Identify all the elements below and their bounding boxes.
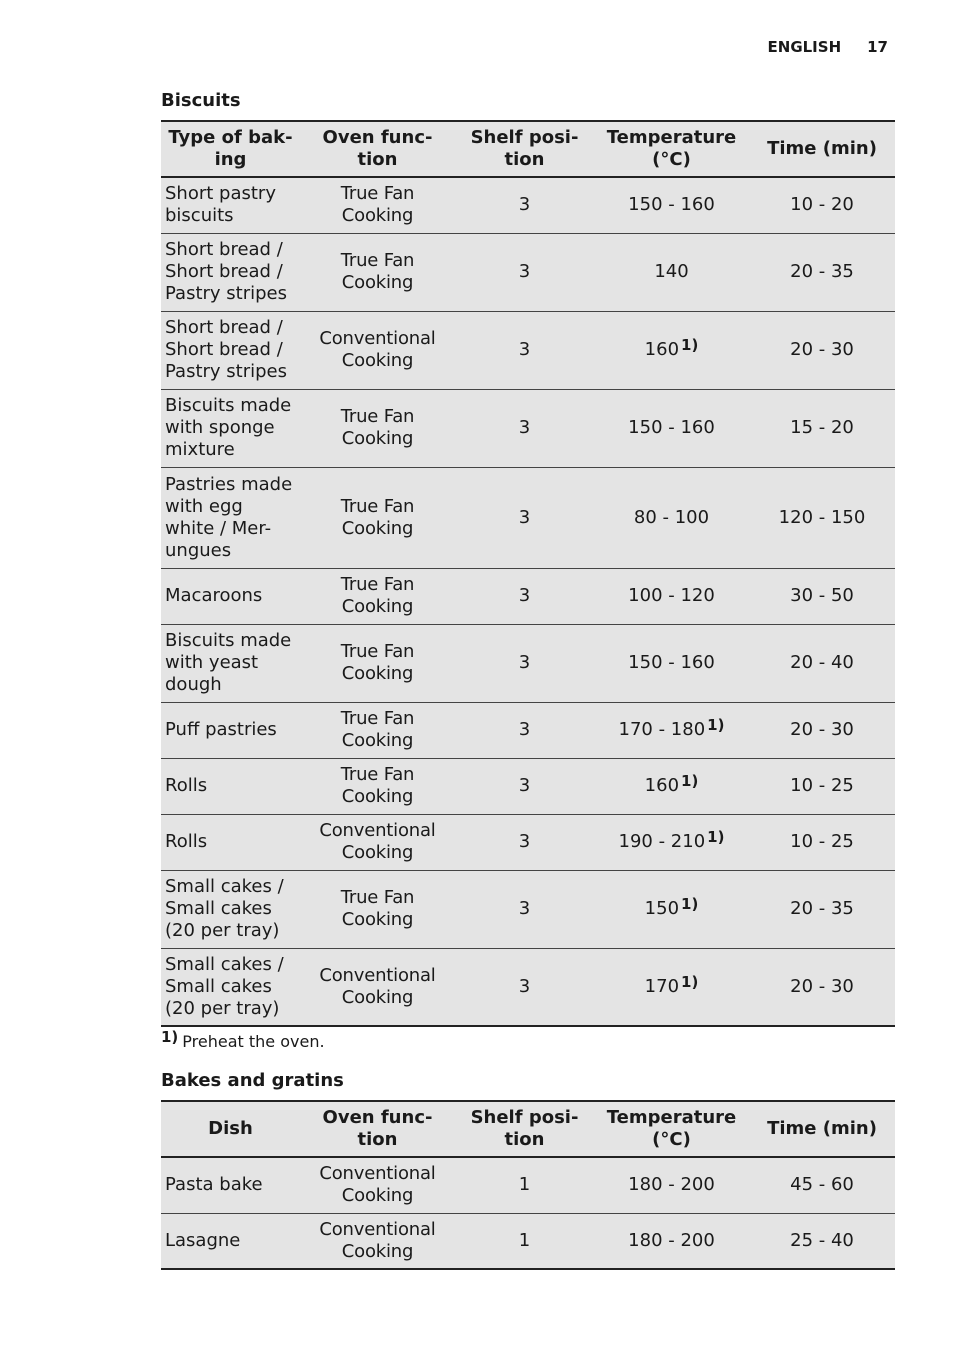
cell-time-text: 30 - 50 [790, 585, 854, 606]
cell-shelf-position [455, 389, 594, 467]
cell-temperature-text: 180 - 200 [628, 1174, 715, 1196]
cell-type-text: Macaroons [165, 585, 263, 606]
cell-shelf-position [455, 870, 594, 948]
cell-oven-function-text: True Fan Cooking [340, 250, 415, 293]
table-row [161, 177, 895, 233]
column-header-function: Oven func- tion [300, 1101, 455, 1157]
biscuits-title: Biscuits [161, 90, 241, 111]
cell-type-text: Biscuits made with sponge mixture [165, 395, 292, 460]
cell-time [749, 233, 895, 311]
cell-time [749, 1157, 895, 1213]
biscuits-table [161, 120, 895, 1027]
cell-time [749, 568, 895, 624]
cell-time-text: 10 - 25 [790, 831, 854, 852]
cell-time-text: 20 - 35 [790, 261, 854, 282]
table-row [161, 814, 895, 870]
cell-temperature [594, 389, 749, 467]
cell-oven-function-text: Conventional Cooking [319, 964, 436, 1008]
cell-type [161, 870, 300, 948]
cell-temperature-text: 160 [644, 339, 680, 360]
page-header [768, 38, 888, 56]
cell-oven-function-text: Conventional Cooking [319, 1218, 436, 1262]
cell-type [161, 389, 300, 467]
cell-temperature [594, 702, 749, 758]
cell-shelf-position [455, 948, 594, 1026]
cell-shelf-position-text: 3 [518, 652, 531, 673]
cell-oven-function [300, 177, 455, 233]
cell-type-text: Lasagne [165, 1229, 241, 1251]
cell-time [749, 467, 895, 568]
cell-time-text: 120 - 150 [778, 506, 866, 528]
footnote-reference: 1) [707, 716, 725, 734]
cell-type [161, 1213, 300, 1269]
cell-temperature-text: 170 - 180 [618, 719, 706, 740]
cell-temperature-text: 140 [654, 261, 689, 282]
cell-shelf-position [455, 814, 594, 870]
cell-type-text: Biscuits made with yeast dough [165, 630, 292, 695]
cell-time-text: 20 - 30 [790, 339, 854, 360]
cell-shelf-position [455, 1157, 594, 1213]
cell-type [161, 702, 300, 758]
cell-shelf-position [455, 624, 594, 702]
cell-time-text: 20 - 35 [790, 898, 854, 919]
cell-temperature-text: 170 [644, 975, 680, 997]
cell-time-text: 20 - 30 [790, 719, 854, 740]
cell-time-text: 20 - 30 [790, 975, 854, 997]
biscuits-section [161, 90, 895, 1051]
cell-shelf-position-text: 3 [518, 585, 531, 606]
cell-type [161, 624, 300, 702]
cell-time [749, 389, 895, 467]
cell-time [749, 870, 895, 948]
cell-oven-function-text: Conventional Cooking [319, 328, 436, 371]
cell-oven-function-text: True Fan Cooking [340, 887, 415, 930]
cell-temperature [594, 758, 749, 814]
column-header-function: Oven func- tion [300, 121, 455, 177]
cell-temperature-text: 180 - 200 [628, 1229, 715, 1251]
cell-temperature [594, 311, 749, 389]
cell-time-text: 15 - 20 [790, 417, 854, 438]
cell-shelf-position-text: 3 [518, 506, 531, 528]
cell-temperature-text: 150 - 160 [628, 652, 715, 673]
cell-oven-function-text: Conventional Cooking [319, 820, 436, 863]
cell-temperature-text: 150 - 160 [628, 194, 715, 216]
cell-type-text: Short bread / Short bread / Pastry stripes [165, 317, 288, 382]
cell-temperature [594, 467, 749, 568]
cell-oven-function [300, 311, 455, 389]
cell-time-text: 10 - 20 [790, 194, 854, 216]
cell-oven-function-text: True Fan Cooking [340, 574, 415, 617]
cell-shelf-position [455, 758, 594, 814]
cell-temperature [594, 1157, 749, 1213]
bakes-table-body [161, 1157, 895, 1269]
cell-shelf-position [455, 1213, 594, 1269]
header-language: ENGLISH [767, 38, 842, 56]
cell-type-text: Small cakes / Small cakes (20 per tray) [165, 953, 284, 1019]
cell-temperature [594, 624, 749, 702]
cell-time [749, 948, 895, 1026]
cell-oven-function [300, 467, 455, 568]
table-row [161, 758, 895, 814]
table-row [161, 1157, 895, 1213]
bakes-table [161, 1100, 895, 1270]
cell-shelf-position [455, 568, 594, 624]
cell-oven-function [300, 1157, 455, 1213]
cell-oven-function [300, 814, 455, 870]
cell-temperature [594, 568, 749, 624]
cell-oven-function-text: True Fan Cooking [340, 495, 415, 539]
cell-oven-function [300, 702, 455, 758]
cell-oven-function-text: True Fan Cooking [340, 641, 415, 684]
cell-time [749, 814, 895, 870]
column-header-time: Time (min) [749, 121, 895, 177]
table-row [161, 870, 895, 948]
cell-time [749, 758, 895, 814]
column-header-shelf: Shelf posi- tion [455, 1101, 594, 1157]
footnote-reference: 1) [681, 895, 699, 913]
biscuits-header-row [161, 121, 895, 177]
cell-time-text: 45 - 60 [790, 1174, 854, 1196]
cell-shelf-position-text: 3 [518, 417, 531, 438]
cell-temperature-text: 160 [644, 775, 680, 796]
footnote [161, 1028, 895, 1051]
cell-temperature [594, 177, 749, 233]
cell-temperature [594, 948, 749, 1026]
cell-shelf-position [455, 233, 594, 311]
cell-type [161, 177, 300, 233]
cell-oven-function-text: True Fan Cooking [340, 764, 415, 807]
cell-type-text: Rolls [165, 831, 208, 852]
cell-time [749, 624, 895, 702]
cell-time [749, 177, 895, 233]
table-row [161, 389, 895, 467]
biscuits-table-body [161, 177, 895, 1026]
cell-type [161, 233, 300, 311]
page-number: 17 [867, 38, 888, 56]
cell-shelf-position-text: 3 [518, 719, 531, 740]
cell-temperature-text: 150 [644, 898, 680, 919]
column-header-shelf: Shelf posi- tion [455, 121, 594, 177]
cell-temperature-text: 150 - 160 [628, 417, 715, 438]
cell-type-text: Small cakes / Small cakes (20 per tray) [165, 876, 284, 941]
cell-time-text: 25 - 40 [790, 1229, 854, 1251]
cell-type [161, 568, 300, 624]
cell-oven-function [300, 624, 455, 702]
column-header-dish: Dish [161, 1101, 300, 1157]
cell-temperature-text: 80 - 100 [633, 506, 710, 528]
cell-shelf-position-text: 3 [518, 261, 531, 282]
cell-oven-function-text: Conventional Cooking [319, 1163, 436, 1207]
cell-type-text: Pasta bake [165, 1174, 263, 1196]
cell-type-text: Rolls [165, 775, 208, 796]
cell-shelf-position-text: 1 [518, 1229, 531, 1251]
footnote-text: Preheat the oven. [182, 1032, 325, 1051]
table-row [161, 467, 895, 568]
table-row [161, 568, 895, 624]
cell-temperature [594, 1213, 749, 1269]
cell-type-text: Pastries made with egg white / Mer- ungues [165, 473, 293, 561]
cell-type-text: Short bread / Short bread / Pastry stripes [165, 239, 288, 304]
cell-type [161, 814, 300, 870]
cell-shelf-position-text: 3 [518, 898, 531, 919]
cell-time-text: 10 - 25 [790, 775, 854, 796]
column-header-temperature: Temperature (°C) [594, 1101, 749, 1157]
table-row [161, 702, 895, 758]
cell-shelf-position-text: 3 [518, 194, 531, 216]
cell-temperature [594, 233, 749, 311]
bakes-header-row [161, 1101, 895, 1157]
footnote-mark: 1) [161, 1028, 179, 1046]
cell-oven-function [300, 1213, 455, 1269]
cell-type-text: Puff pastries [165, 719, 277, 740]
cell-type [161, 948, 300, 1026]
cell-type [161, 467, 300, 568]
cell-oven-function-text: True Fan Cooking [340, 183, 415, 227]
cell-type [161, 758, 300, 814]
cell-time [749, 311, 895, 389]
cell-oven-function [300, 389, 455, 467]
cell-oven-function-text: True Fan Cooking [340, 708, 415, 751]
table-row [161, 311, 895, 389]
footnote-reference: 1) [707, 828, 725, 846]
cell-oven-function [300, 568, 455, 624]
table-row [161, 948, 895, 1026]
footnote-reference: 1) [681, 972, 699, 991]
cell-time [749, 702, 895, 758]
cell-shelf-position [455, 467, 594, 568]
cell-time-text: 20 - 40 [790, 652, 854, 673]
cell-oven-function [300, 948, 455, 1026]
cell-oven-function [300, 870, 455, 948]
bakes-title: Bakes and gratins [161, 1070, 344, 1091]
cell-type [161, 1157, 300, 1213]
cell-temperature [594, 870, 749, 948]
cell-shelf-position [455, 702, 594, 758]
footnote-reference: 1) [681, 772, 699, 790]
cell-oven-function-text: True Fan Cooking [340, 406, 415, 449]
table-row [161, 233, 895, 311]
cell-shelf-position-text: 1 [518, 1174, 531, 1196]
cell-shelf-position [455, 177, 594, 233]
table-row [161, 1213, 895, 1269]
table-row [161, 624, 895, 702]
cell-shelf-position [455, 311, 594, 389]
cell-shelf-position-text: 3 [518, 775, 531, 796]
cell-shelf-position-text: 3 [518, 831, 531, 852]
cell-oven-function [300, 233, 455, 311]
cell-temperature-text: 190 - 210 [618, 831, 706, 852]
cell-time [749, 1213, 895, 1269]
column-header-type: Type of bak- ing [161, 121, 300, 177]
cell-shelf-position-text: 3 [518, 975, 531, 997]
cell-oven-function [300, 758, 455, 814]
bakes-section [161, 1070, 895, 1270]
cell-temperature [594, 814, 749, 870]
column-header-temperature: Temperature (°C) [594, 121, 749, 177]
cell-shelf-position-text: 3 [518, 339, 531, 360]
cell-temperature-text: 100 - 120 [628, 585, 715, 606]
cell-type [161, 311, 300, 389]
cell-type-text: Short pastry biscuits [165, 183, 276, 227]
footnote-reference: 1) [681, 336, 699, 354]
column-header-time: Time (min) [749, 1101, 895, 1157]
